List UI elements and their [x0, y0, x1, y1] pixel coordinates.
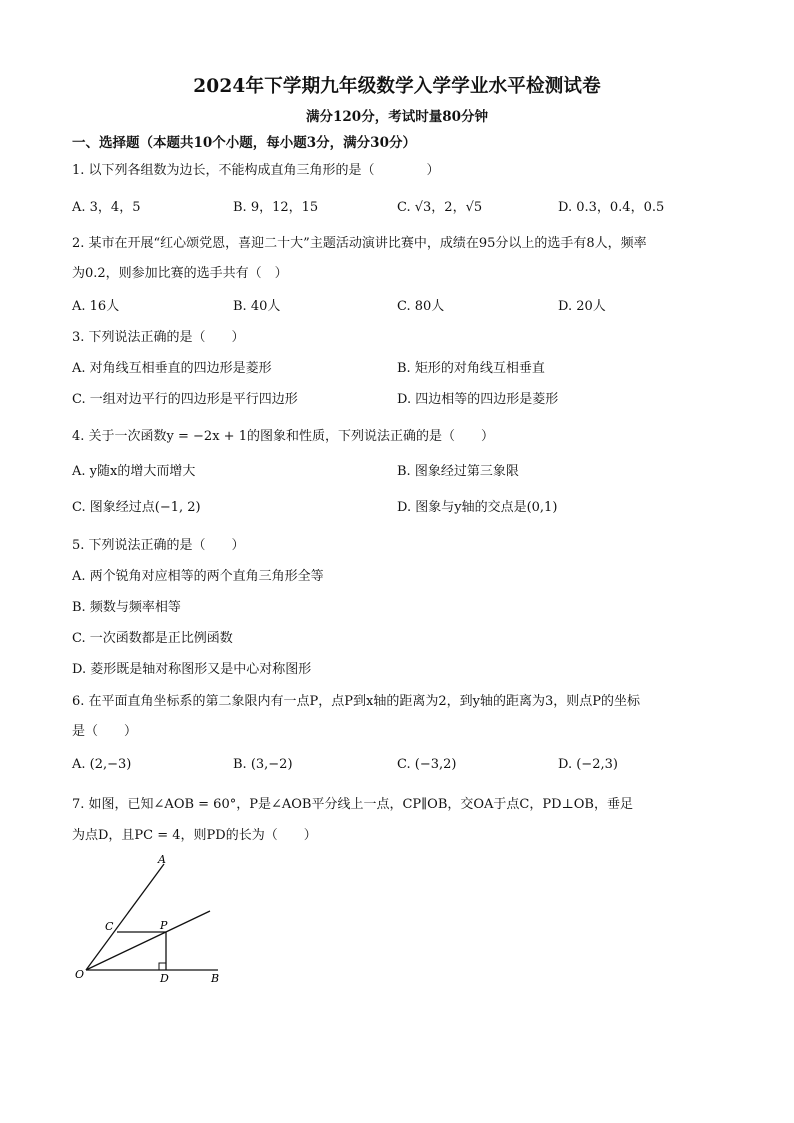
question-5-stem: 5. 下列说法正确的是（ ）: [72, 538, 245, 553]
question-7-stem-line-1: 7. 如图，已知∠AOB = 60°，P是∠AOB平分线上一点，CP∥OB，交OA于点C，PD⊥OB，垂足: [72, 797, 633, 812]
label-d: D: [160, 972, 169, 985]
question-2-option-c: C. 80人: [397, 299, 445, 314]
question-1-option-c: C. √3，2，√5: [397, 200, 483, 215]
right-angle-mark: [159, 963, 166, 970]
question-1-option-b: B. 9，12，15: [233, 200, 319, 215]
question-4-option-d: D. 图象与y轴的交点是(0,1): [397, 500, 558, 515]
question-1-option-a: A. 3，4，5: [72, 200, 141, 215]
question-7-figure: [60, 850, 240, 990]
question-3-option-a: A. 对角线互相垂直的四边形是菱形: [72, 361, 272, 376]
label-o: O: [75, 968, 85, 981]
ray-oa: [86, 864, 164, 970]
question-5-option-c: C. 一次函数都是正比例函数: [72, 631, 233, 646]
question-5-option-d: D. 菱形既是轴对称图形又是中心对称图形: [72, 662, 312, 677]
label-c: C: [105, 920, 114, 933]
question-4-option-c: C. 图象经过点(−1, 2): [72, 500, 201, 515]
exam-subtitle: 满分120分，考试时量80分钟: [306, 109, 488, 125]
label-p: P: [160, 919, 168, 932]
question-5-option-a: A. 两个锐角对应相等的两个直角三角形全等: [72, 569, 324, 584]
question-4-stem: 4. 关于一次函数y = −2x + 1的图象和性质，下列说法正确的是（ ）: [72, 429, 494, 444]
question-2-option-d: D. 20人: [558, 299, 606, 314]
question-3-option-c: C. 一组对边平行的四边形是平行四边形: [72, 392, 298, 407]
question-6-option-d: D. (−2,3): [558, 757, 618, 772]
question-6-stem-line-2: 是（ ）: [72, 724, 138, 739]
question-6-stem-line-1: 6. 在平面直角坐标系的第二象限内有一点P，点P到x轴的距离为2，到y轴的距离为3，则点P的坐标: [72, 694, 640, 709]
label-a: A: [158, 853, 166, 866]
question-3-stem: 3. 下列说法正确的是（ ）: [72, 330, 245, 345]
question-4-option-b: B. 图象经过第三象限: [397, 464, 519, 479]
question-7-stem-line-2: 为点D，且PC = 4，则PD的长为（ ）: [72, 828, 317, 843]
question-2-stem-line-1: 2. 某市在开展“红心颂党恩，喜迎二十大”主题活动演讲比赛中，成绩在95分以上的选手有8人，频率: [72, 236, 647, 251]
question-4-option-a: A. y随x的增大而增大: [72, 464, 196, 479]
section-heading: 一、选择题（本题共10个小题，每小题3分，满分30分）: [72, 135, 416, 151]
question-2-option-a: A. 16人: [72, 299, 120, 314]
question-6-option-c: C. (−3,2): [397, 757, 457, 772]
question-1-stem: 1. 以下列各组数为边长，不能构成直角三角形的是（ ）: [72, 163, 440, 178]
question-1-option-d: D. 0.3，0.4，0.5: [558, 200, 665, 215]
question-2-stem-line-2: 为0.2，则参加比赛的选手共有（ ）: [72, 266, 288, 281]
exam-title: 2024年下学期九年级数学入学学业水平检测试卷: [193, 76, 601, 97]
label-b: B: [211, 972, 220, 985]
question-6-option-a: A. (2,−3): [72, 757, 132, 772]
question-3-option-b: B. 矩形的对角线互相垂直: [397, 361, 545, 376]
question-2-option-b: B. 40人: [233, 299, 281, 314]
question-5-option-b: B. 频数与频率相等: [72, 600, 181, 615]
question-6-option-b: B. (3,−2): [233, 757, 293, 772]
question-3-option-d: D. 四边相等的四边形是菱形: [397, 392, 559, 407]
